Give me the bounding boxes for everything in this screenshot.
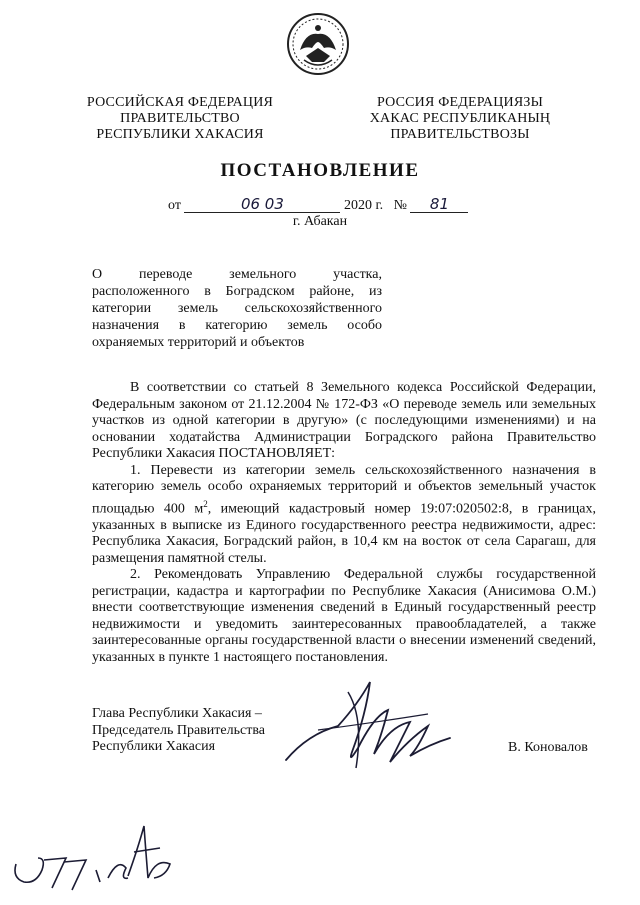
header-left bbox=[80, 95, 280, 143]
header-right bbox=[360, 95, 560, 143]
document-title: ПОСТАНОВЛЕНИЕ bbox=[220, 160, 420, 181]
coat-of-arms-icon bbox=[286, 12, 350, 76]
signatory-title-line: Глава Республики Хакасия – bbox=[92, 706, 262, 721]
paragraph-item-1-text-a: 1. Перевести из категории земель сельскохозяйственного назначения в категорию земель особо охраняемых территорий и объектов земельный участок площадью 400 м bbox=[92, 462, 596, 517]
signatory-title bbox=[92, 706, 265, 756]
header-right-line: ХАКАС РЕСПУБЛИКАНЫҢ bbox=[369, 111, 551, 126]
number-value: 81 bbox=[410, 196, 468, 213]
header-left-line: РЕСПУБЛИКИ ХАКАСИЯ bbox=[96, 127, 264, 142]
signatory-title-line: Республики Хакасия bbox=[92, 739, 216, 754]
date-prefix: от bbox=[168, 198, 181, 213]
signatory-name: В. Коновалов bbox=[508, 740, 588, 755]
document-body bbox=[92, 380, 596, 666]
header-right-line: РОССИЯ ФЕДЕРАЦИЯЗЫ bbox=[376, 95, 544, 110]
paragraph-item-1 bbox=[92, 463, 596, 568]
superscript: 2 bbox=[203, 498, 208, 509]
date-number-line bbox=[168, 196, 468, 214]
paragraph-item-2: 2. Рекомендовать Управлению Федеральной службы государственной регистрации, кадастра и картографии по Республике Хакасия (Анисимова О.М.) внести соответствующие изменения сведений в Единый государственный реестр недвижимости и уведомить заинтересованных правообладателей, а также заинтересованные органы государственной власти о внесении изменений сведений, указанных в пункте 1 настоящего постановления. bbox=[92, 567, 596, 665]
subject-heading: О переводе земельного участка, расположенного в Боградском районе, из категории земель сельскохозяйственного назначения в категорию земель особо охраняемых территорий и объектов bbox=[92, 267, 382, 350]
handwritten-signature bbox=[278, 664, 458, 784]
handwritten-margin-note bbox=[8, 818, 178, 898]
signatory-title-line: Председатель Правительства bbox=[92, 722, 265, 738]
date-value: 06 03 bbox=[184, 196, 340, 213]
header-left-line: ПРАВИТЕЛЬСТВО bbox=[120, 111, 240, 126]
number-label: № bbox=[393, 198, 407, 213]
city: г. Абакан bbox=[292, 214, 348, 229]
paragraph-preamble: В соответствии со статьей 8 Земельного кодекса Российской Федерации, Федеральным законом от 21.12.2004 № 172-ФЗ «О переводе земель или земельных участков из одной категории в другую» (с последующими изменениями) и на основании ходатайства Администрации Боградского района Правительство Республики Хакасия ПОСТАНОВЛЯЕТ: bbox=[92, 380, 596, 461]
year-value: 2020 г. bbox=[343, 198, 384, 213]
paragraph-item-1-text-b: , имеющий кадастровый номер 19:07:020502:8, в границах, указанных в выписке из Единого государственного реестра недвижимости, адрес: Республика Хакасия, Боградский район, в 10,4 км на восток от села Сарагаш, для размещения памятной стелы. bbox=[92, 501, 596, 566]
header-right-line: ПРАВИТЕЛЬСТВОЗЫ bbox=[390, 127, 530, 142]
header-left-line: РОССИЙСКАЯ ФЕДЕРАЦИЯ bbox=[86, 95, 274, 110]
